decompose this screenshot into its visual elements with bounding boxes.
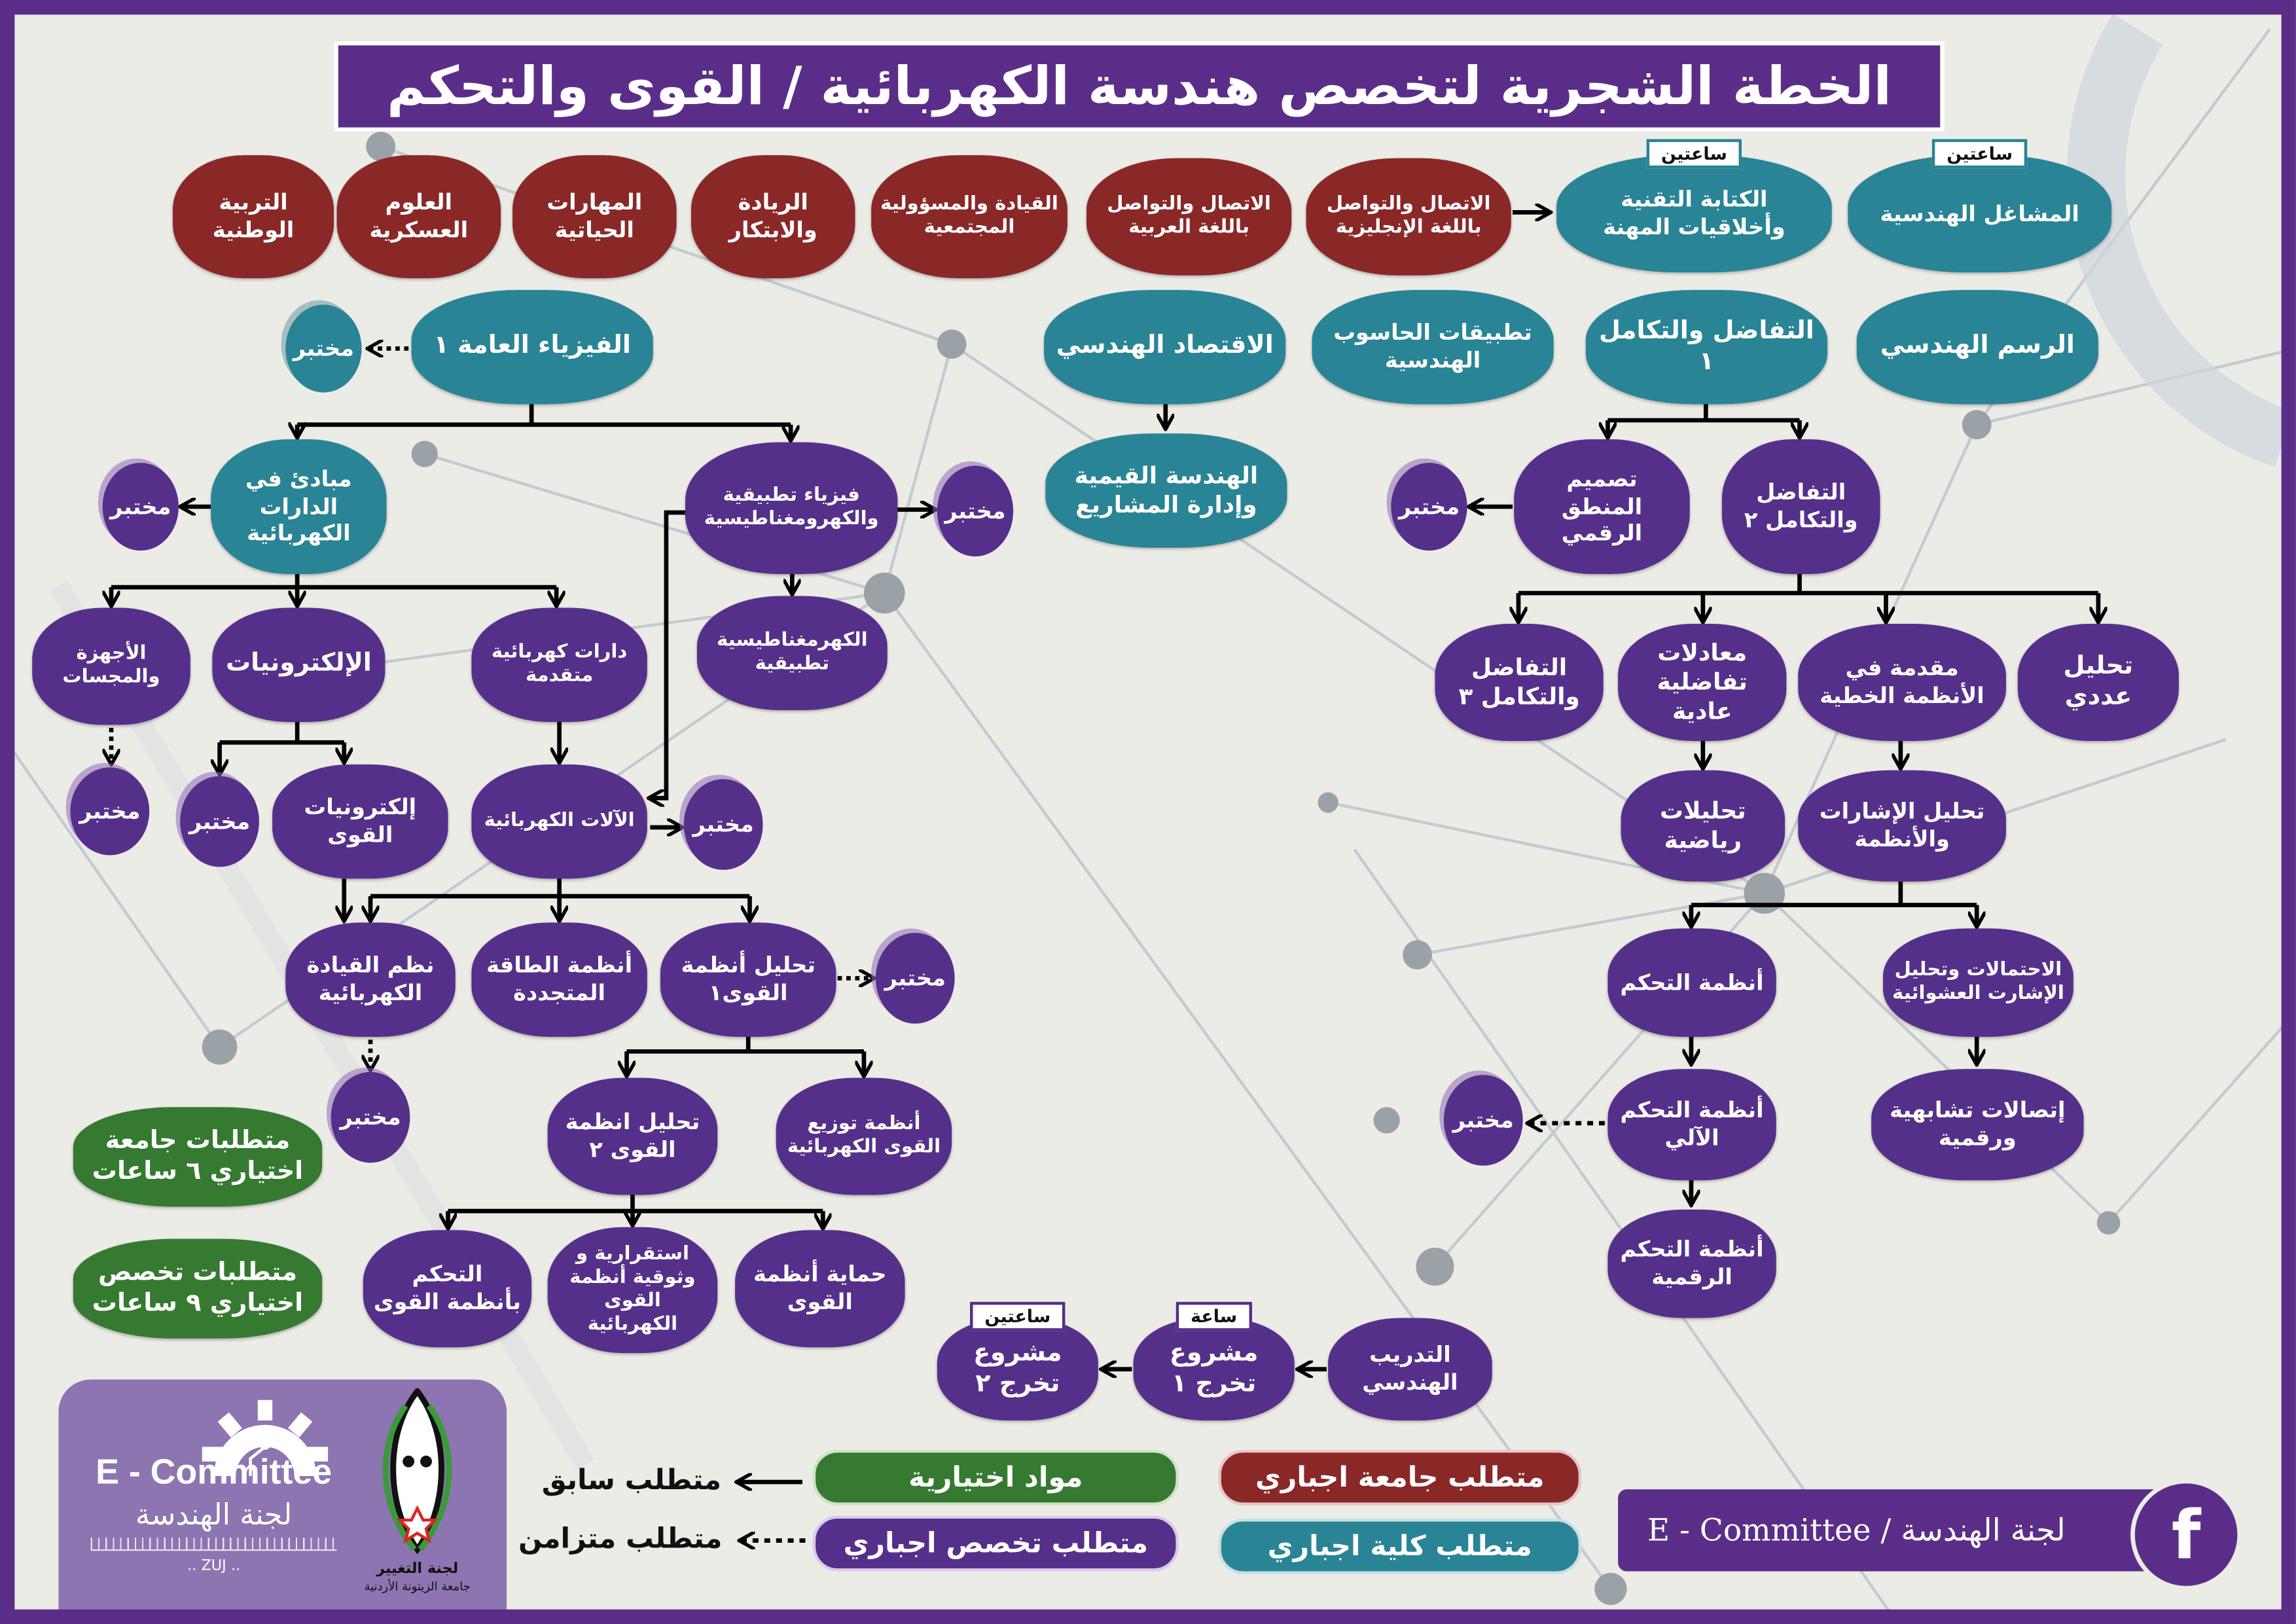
- lab-label: مختبر: [110, 493, 171, 520]
- course-label: الاتصال والتواصل باللغة العربية: [1107, 192, 1271, 239]
- lab-power-analysis: [876, 933, 955, 1024]
- credit-badge: ساعة: [1176, 1302, 1252, 1331]
- facebook-page-link[interactable]: [1618, 1489, 2204, 1571]
- course-label: الاحتمالات وتحليل الإشارت العشوائية: [1892, 958, 2064, 1005]
- course-label: إتصالات تشابهية ورقمية: [1890, 1097, 2066, 1151]
- committee-name: E - Committee: [96, 1453, 332, 1492]
- course-applied-physics: [685, 442, 897, 574]
- course-power-electronics: [272, 765, 448, 879]
- course-label: الهندسة القيمية وإدارة المشاريع: [1074, 461, 1259, 518]
- course-power-distribution: [776, 1078, 952, 1195]
- course-calculus-1: [1586, 290, 1827, 405]
- course-applied-electromagnetics: [697, 596, 888, 711]
- course-label: الاتصال والتواصل باللغة الإنجليزية: [1326, 192, 1491, 239]
- lab-electronics: [180, 776, 259, 867]
- ruler-decoration: [91, 1538, 337, 1551]
- course-calculus-2: [1722, 439, 1880, 574]
- course-label: الأجهزة والمجسات: [62, 642, 160, 689]
- course-label: التفاضل والتكامل ٢: [1744, 479, 1858, 533]
- lab-drives: [331, 1072, 410, 1163]
- course-label: حماية أنظمة القوى: [753, 1261, 887, 1316]
- course-digital-logic: [1514, 439, 1689, 574]
- facebook-icon[interactable]: f: [2130, 1479, 2242, 1591]
- course-automatic-control: [1607, 1069, 1776, 1180]
- course-label: التحكم بأنظمة القوى: [373, 1261, 521, 1316]
- course-label: تحليل الإشارات والأنظمة: [1819, 798, 1985, 853]
- course-label: الإلكترونيات: [225, 649, 372, 679]
- course-workshops: [1848, 143, 2111, 272]
- committee-logo-block: [58, 1379, 507, 1614]
- course-calculus-3: [1435, 624, 1603, 741]
- lab-label: مختبر: [884, 964, 946, 991]
- course-engineering-drawing: [1857, 290, 2098, 405]
- course-label: فيزياء تطبيقية والكهرومغناطيسية: [704, 484, 879, 530]
- course-label: الكهرمغناطيسية تطبيقية: [716, 629, 868, 676]
- major-electives: [73, 1239, 322, 1339]
- legend-prerequisite: متطلب سابق: [541, 1464, 722, 1497]
- lab-label: مختبر: [79, 797, 141, 824]
- lab-physics-1: [285, 304, 361, 392]
- course-label: نظم القيادة الكهربائية: [306, 952, 435, 1006]
- course-electrical-machines: [471, 765, 647, 879]
- lab-circuits: [103, 463, 179, 550]
- course-engineering-economics: [1044, 290, 1285, 405]
- course-linear-systems: [1798, 624, 2006, 741]
- emblem-title: لجنة التغيير: [376, 1561, 459, 1578]
- lab-applied-physics: [937, 465, 1013, 556]
- course-arabic-communication: [1086, 158, 1291, 276]
- course-label: الآلات الكهربائية: [484, 809, 635, 832]
- credit-badge: ساعتين: [970, 1302, 1066, 1331]
- course-life-skills: [512, 155, 677, 278]
- change-committee-emblem: [373, 1388, 461, 1564]
- lab-digital-logic: [1391, 463, 1467, 550]
- course-electric-drives: [285, 922, 456, 1037]
- course-signals-systems: [1798, 770, 2006, 882]
- elective-label: متطلبات تخصص اختياري ٩ ساعات: [92, 1257, 304, 1318]
- course-label: دارات كهربائية متقدمة: [491, 641, 628, 687]
- course-power-system-control: [363, 1230, 531, 1347]
- course-computer-applications: [1312, 290, 1554, 405]
- course-advanced-circuits: [471, 607, 647, 722]
- legend-elective: مواد اختيارية: [813, 1450, 1179, 1506]
- page-title: الخطة الشجرية لتخصص هندسة الكهربائية / القوى والتحكم: [334, 41, 1945, 132]
- course-graduation-project-1: [1134, 1306, 1295, 1420]
- lab-label: مختبر: [1398, 493, 1460, 520]
- lab-machines: [684, 779, 763, 870]
- lab-devices: [70, 767, 149, 855]
- course-value-engineering: [1045, 433, 1287, 548]
- elective-label: متطلبات جامعة اختياري ٦ ساعات: [92, 1125, 304, 1187]
- course-label: تحليل عددي: [2063, 651, 2134, 712]
- lab-label: مختبر: [944, 497, 1006, 524]
- course-electronics: [212, 607, 385, 722]
- course-label: التربية الوطنية: [212, 189, 295, 244]
- course-label: إلكترونيات القوى: [304, 794, 417, 848]
- committee-tag: .. ZUJ ..: [187, 1558, 241, 1574]
- legend-university-required: متطلب جامعة اجباري: [1218, 1450, 1581, 1506]
- university-electives: [73, 1107, 322, 1206]
- course-label: الاقتصاد الهندسي: [1056, 331, 1274, 361]
- course-control-systems: [1607, 928, 1776, 1037]
- lab-label: مختبر: [188, 808, 251, 835]
- course-label: القيادة والمسؤولية المجتمعية: [880, 192, 1058, 239]
- course-physics-1: [412, 290, 653, 405]
- legend-faculty-required: متطلب كلية اجباري: [1218, 1519, 1581, 1574]
- course-circuit-principles: [211, 439, 386, 574]
- course-ode: [1618, 624, 1786, 741]
- course-label: تطبيقات الحاسوب الهندسية: [1333, 319, 1532, 374]
- course-label: تحليلات رياضية: [1660, 797, 1746, 854]
- course-digital-control: [1607, 1210, 1776, 1318]
- emblem-subtitle: جامعة الزيتونة الأردنية: [364, 1579, 471, 1594]
- committee-arabic-name: لجنة الهندسة: [135, 1496, 293, 1532]
- course-graduation-project-2: [937, 1306, 1098, 1420]
- course-communications: [1871, 1069, 2083, 1180]
- course-label: مبادئ في الدارات الكهربائية: [245, 465, 352, 547]
- lab-label: مختبر: [692, 810, 754, 837]
- course-label: معادلات تفاضلية عادية: [1657, 638, 1748, 725]
- course-mathematical-analysis: [1621, 770, 1785, 882]
- course-power-analysis-2: [548, 1078, 718, 1195]
- course-label: الكتابة التقنية وأخلاقيات المهنة: [1603, 186, 1785, 240]
- course-label: مشروع تخرج ٢: [973, 1338, 1062, 1399]
- lab-label: مختبر: [340, 1104, 401, 1130]
- credit-badge: ساعتين: [1647, 139, 1742, 169]
- course-label: مشروع تخرج ١: [1169, 1338, 1259, 1399]
- course-label: العلوم العسكرية: [369, 189, 469, 244]
- course-label: المهارات الحياتية: [547, 189, 643, 244]
- credit-badge: ساعتين: [1932, 139, 2028, 169]
- facebook-page-name: E - Committee / لجنة الهندسة: [1647, 1513, 2066, 1548]
- course-technical-writing: [1556, 143, 1832, 272]
- legend-major-required: متطلب تخصص اجباري: [813, 1516, 1179, 1572]
- course-engineering-training: [1328, 1318, 1492, 1420]
- lab-label: مختبر: [1452, 1106, 1514, 1133]
- course-devices-sensors: [32, 607, 190, 725]
- course-label: التفاضل والتكامل ٣: [1458, 653, 1580, 711]
- course-label: المشاغل الهندسية: [1880, 200, 2079, 226]
- legend-corequisite: متطلب متزامن: [518, 1523, 723, 1555]
- course-label: أنظمة توزيع القوى الكهربائية: [787, 1112, 941, 1159]
- course-power-analysis-1: [660, 922, 836, 1037]
- course-english-communication: [1306, 158, 1511, 276]
- course-probability: [1883, 928, 2073, 1037]
- course-label: استقرارية و وثوقية أنظمة القوى الكهربائية: [569, 1242, 696, 1336]
- course-label: الرسم الهندسي: [1880, 331, 2075, 361]
- course-label: تحليل أنظمة القوى١: [681, 952, 816, 1006]
- course-leadership: [871, 155, 1067, 278]
- course-label: أنظمة التحكم الآلي: [1620, 1097, 1764, 1151]
- course-label: مقدمة في الأنظمة الخطية: [1820, 655, 1984, 709]
- course-label: التدريب الهندسي: [1362, 1341, 1458, 1396]
- lab-control: [1444, 1075, 1523, 1166]
- course-numerical-analysis: [2018, 624, 2179, 741]
- course-label: أنظمة الطاقة المتجددة: [486, 952, 633, 1006]
- course-entrepreneurship: [691, 155, 855, 278]
- course-label: الفيزياء العامة ١: [433, 331, 631, 361]
- course-label: تصميم المنطق الرقمي: [1561, 465, 1643, 547]
- course-label: الريادة والابتكار: [728, 189, 817, 244]
- course-stability-reliability: [548, 1227, 718, 1353]
- course-national-education: [173, 155, 334, 278]
- lab-label: مختبر: [293, 334, 355, 361]
- course-renewable-energy: [471, 922, 647, 1037]
- course-label: أنظمة التحكم الرقمية: [1620, 1236, 1764, 1290]
- course-power-protection: [735, 1230, 905, 1347]
- course-label: أنظمة التحكم: [1620, 969, 1764, 996]
- course-label: التفاضل والتكامل ١: [1599, 316, 1814, 376]
- course-label: تحليل انظمة القوى ٢: [565, 1109, 700, 1163]
- course-military-science: [337, 155, 501, 278]
